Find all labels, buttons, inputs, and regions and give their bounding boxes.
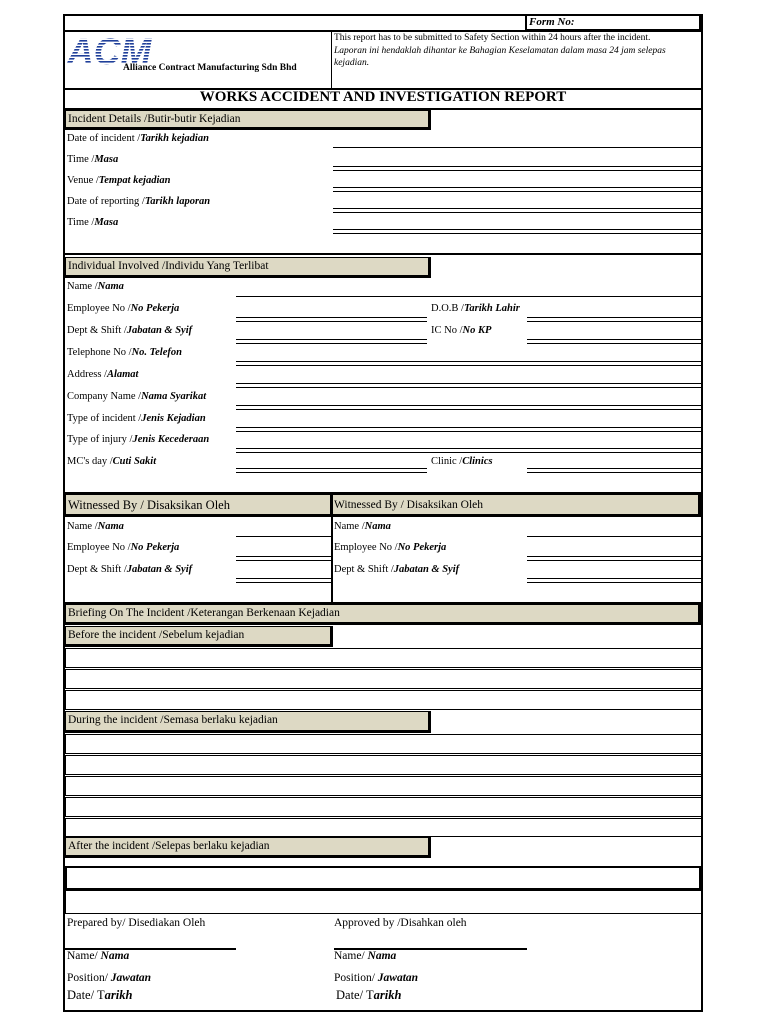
- field-label-mc-days: MC's day /Cuti Sakit: [67, 456, 157, 467]
- approved-by-label: Approved by /Disahkan oleh: [334, 917, 467, 929]
- field-label-type-of-injury: Type of injury /Jenis Kecederaan: [67, 434, 210, 445]
- during-incident-line-1[interactable]: [65, 734, 703, 754]
- note-english: This report has to be submitted to Safety Section within 24 hours after the incident.: [334, 33, 651, 43]
- dept-shift-input[interactable]: [236, 339, 427, 344]
- clinic-input[interactable]: [527, 468, 701, 473]
- field-label-time: Time /Masa: [67, 154, 119, 165]
- field-label-clinic: Clinic /Clinics: [431, 456, 493, 467]
- witness-2-label-employee-no: Employee No /No Pekerja: [334, 542, 447, 553]
- divider: [63, 253, 703, 255]
- time-2-input[interactable]: [333, 229, 701, 234]
- dob-input[interactable]: [527, 317, 701, 322]
- witness-1-label-employee-no: Employee No /No Pekerja: [67, 542, 180, 553]
- witness-1-dept-shift-input[interactable]: [236, 578, 331, 583]
- before-incident-line-3[interactable]: [65, 690, 703, 710]
- prepared-name-label: Name/ Nama: [67, 950, 130, 962]
- witness-2-name-input[interactable]: [527, 536, 701, 537]
- section-individual-involved: Individual Involved /Individu Yang Terlibat: [65, 257, 431, 278]
- submission-note: [334, 32, 696, 70]
- field-label-date-of-reporting: Date of reporting /Tarikh laporan: [67, 196, 211, 207]
- field-label-dob: D.O.B /Tarikh Lahir: [431, 303, 520, 314]
- during-incident-line-4[interactable]: [65, 797, 703, 817]
- venue-input[interactable]: [333, 187, 701, 192]
- prepared-by-label: Prepared by/ Disediakan Oleh: [67, 917, 206, 929]
- divider: [331, 31, 332, 89]
- section-during-incident: During the incident /Semasa berlaku kejadian: [65, 711, 431, 733]
- witness-2-label-name: Name /Nama: [334, 521, 391, 532]
- approved-date-label: Date/ Tarikh: [336, 988, 402, 1002]
- witness-1-employee-no-input[interactable]: [236, 556, 331, 561]
- field-label-ic-no: IC No /No KP: [431, 325, 492, 336]
- field-label-name: Name /Nama: [67, 281, 124, 292]
- field-label-dept-shift: Dept & Shift /Jabatan & Syif: [67, 325, 193, 336]
- divider: [331, 494, 333, 603]
- company-logo: [67, 31, 152, 72]
- type-of-injury-input[interactable]: [236, 448, 701, 453]
- employee-no-input[interactable]: [236, 317, 427, 322]
- field-label-venue: Venue /Tempat kejadian: [67, 175, 171, 186]
- date-of-incident-input[interactable]: [333, 147, 701, 148]
- telephone-input[interactable]: [236, 361, 701, 366]
- name-input[interactable]: [236, 296, 701, 297]
- during-incident-line-3[interactable]: [65, 776, 703, 796]
- logo-text: ACM: [67, 31, 152, 72]
- company-name: Alliance Contract Manufacturing Sdn Bhd: [123, 63, 297, 73]
- prepared-date-label: Date/ Tarikh: [67, 988, 133, 1002]
- section-after-incident: After the incident /Selepas berlaku kejadian: [65, 837, 431, 858]
- ic-no-input[interactable]: [527, 339, 701, 344]
- page-title: WORKS ACCIDENT AND INVESTIGATION REPORT: [199, 89, 567, 105]
- approved-name-label: Name/ Nama: [334, 950, 397, 962]
- field-label-telephone: Telephone No /No. Telefon: [67, 347, 182, 358]
- witness-2-employee-no-input[interactable]: [527, 556, 701, 561]
- field-label-time-2: Time /Masa: [67, 217, 119, 228]
- date-of-reporting-input[interactable]: [333, 208, 701, 213]
- field-label-employee-no: Employee No /No Pekerja: [67, 303, 180, 314]
- witness-1-label-name: Name /Nama: [67, 521, 124, 532]
- before-incident-line-2[interactable]: [65, 669, 703, 689]
- field-label-company-name: Company Name /Nama Syarikat: [67, 391, 207, 402]
- before-incident-line-1[interactable]: [65, 648, 703, 668]
- section-before-incident: Before the incident /Sebelum kejadian: [65, 626, 333, 647]
- form-no-label: Form No:: [529, 16, 575, 28]
- witness-1-label-dept-shift: Dept & Shift /Jabatan & Syif: [67, 564, 193, 575]
- note-malay: Laporan ini hendaklah dihantar ke Bahagian Keselamatan dalam masa 24 jam selepas kejadian.: [334, 45, 666, 68]
- address-input[interactable]: [236, 383, 701, 388]
- section-incident-details: Incident Details /Butir-butir Kejadian: [65, 110, 431, 130]
- field-label-date-of-incident: Date of incident /Tarikh kejadian: [67, 133, 209, 144]
- witness-2-label-dept-shift: Dept & Shift /Jabatan & Syif: [334, 564, 460, 575]
- company-name-input[interactable]: [236, 405, 701, 410]
- approved-position-label: Position/ Jawatan: [334, 972, 419, 984]
- witness-1-name-input[interactable]: [236, 536, 331, 537]
- during-incident-line-5[interactable]: [65, 818, 703, 837]
- section-witness-1: Witnessed By / Disaksikan Oleh: [65, 494, 333, 517]
- section-witness-2: Witnessed By / Disaksikan Oleh: [331, 494, 701, 517]
- witness-2-dept-shift-input[interactable]: [527, 578, 701, 583]
- section-briefing: Briefing On The Incident /Keterangan Berkenaan Kejadian: [65, 604, 701, 625]
- mc-days-input[interactable]: [236, 468, 427, 473]
- time-input[interactable]: [333, 166, 701, 171]
- prepared-position-label: Position/ Jawatan: [67, 972, 152, 984]
- field-label-type-of-incident: Type of incident /Jenis Kejadian: [67, 413, 206, 424]
- field-label-address: Address /Alamat: [67, 369, 139, 380]
- after-incident-line-2[interactable]: [65, 890, 703, 914]
- during-incident-line-2[interactable]: [65, 755, 703, 775]
- after-incident-line-1[interactable]: [65, 866, 701, 890]
- type-of-incident-input[interactable]: [236, 427, 701, 432]
